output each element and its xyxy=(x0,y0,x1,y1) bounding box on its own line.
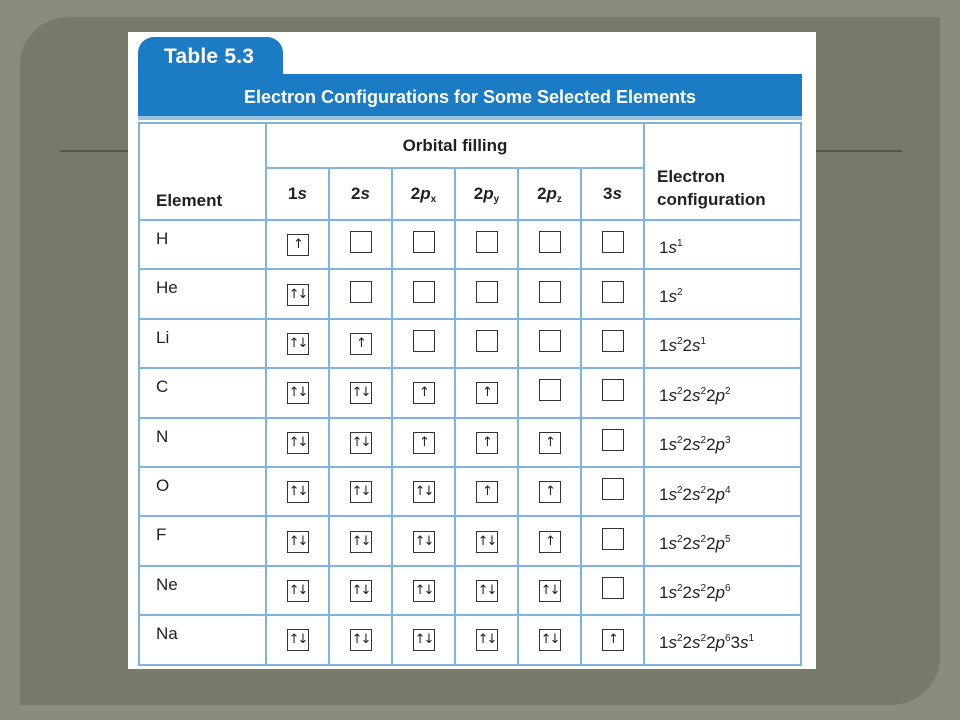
config-electrons: 2 xyxy=(725,385,731,397)
config-subshell: s xyxy=(668,435,677,455)
config-shell: 1 xyxy=(659,632,669,652)
slide-divider-left xyxy=(60,150,128,152)
config-shell: 2 xyxy=(682,583,692,603)
config-shell: 1 xyxy=(659,385,669,405)
orbital-box xyxy=(476,330,498,352)
electron-configuration xyxy=(644,566,801,615)
config-shell: 2 xyxy=(706,583,716,603)
orbital-cell xyxy=(392,368,455,417)
config-electrons: 2 xyxy=(700,484,707,496)
orbital-cell xyxy=(581,368,644,417)
orbital-axis: y xyxy=(493,193,500,205)
orbital-box: ↑↓ xyxy=(413,629,435,651)
config-shell: 2 xyxy=(682,484,692,504)
config-subshell: s xyxy=(668,534,677,554)
orbital-cell xyxy=(329,566,392,615)
orbital-axis: x xyxy=(430,193,437,205)
orbital-cell xyxy=(392,566,455,615)
header-orbital-1 xyxy=(329,168,392,220)
element-symbol: N xyxy=(139,418,266,467)
config-shell: 1 xyxy=(659,287,669,307)
header-orbital-4 xyxy=(518,168,581,220)
orbital-cell xyxy=(329,615,392,664)
config-subshell: s xyxy=(668,287,677,307)
orbital-box: ↑↓ xyxy=(539,629,561,651)
orbital-box xyxy=(602,379,624,401)
config-electrons: 1 xyxy=(700,336,707,348)
config-electrons: 3 xyxy=(725,435,731,447)
orbital-box: ↑ xyxy=(413,382,435,404)
orbital-box: ↑↓ xyxy=(287,531,309,553)
orbital-box xyxy=(476,231,498,253)
orbital-cell xyxy=(266,368,329,417)
orbital-box: ↑↓ xyxy=(350,481,372,503)
config-subshell: s xyxy=(692,336,701,356)
table-row xyxy=(139,566,801,615)
orbital-cell xyxy=(266,615,329,664)
orbital-box: ↑↓ xyxy=(350,531,372,553)
config-electrons: 2 xyxy=(700,632,707,644)
orbital-box xyxy=(602,429,624,451)
config-subshell: s xyxy=(668,484,677,504)
orbital-box: ↑↓ xyxy=(287,432,309,454)
element-symbol: He xyxy=(139,269,266,318)
orbital-cell xyxy=(518,269,581,318)
orbital-letter: p xyxy=(483,183,494,203)
orbital-cell xyxy=(455,418,518,467)
orbital-box: ↑↓ xyxy=(413,580,435,602)
orbital-box: ↑↓ xyxy=(476,531,498,553)
config-subshell: s xyxy=(692,435,701,455)
table-number-tab: Table 5.3 xyxy=(138,37,283,75)
orbital-cell xyxy=(392,615,455,664)
config-electrons: 6 xyxy=(725,632,731,644)
config-subshell: s xyxy=(692,534,701,554)
element-symbol: C xyxy=(139,368,266,417)
electron-configuration xyxy=(644,319,801,368)
orbital-cell xyxy=(581,516,644,565)
orbital-cell xyxy=(329,269,392,318)
orbital-box: ↑↓ xyxy=(287,580,309,602)
orbital-number: 2 xyxy=(537,183,547,203)
header-orbital-5 xyxy=(581,168,644,220)
config-electrons: 1 xyxy=(676,237,683,249)
orbital-cell xyxy=(455,269,518,318)
orbital-box xyxy=(350,281,372,303)
config-subshell: s xyxy=(668,336,677,356)
config-subshell: p xyxy=(715,385,725,405)
config-subshell: p xyxy=(715,534,725,554)
config-electrons: 2 xyxy=(676,287,683,299)
orbital-cell xyxy=(455,467,518,516)
config-electrons: 6 xyxy=(725,583,731,595)
table-row xyxy=(139,418,801,467)
config-subshell: p xyxy=(715,583,725,603)
header-config-line2: configuration xyxy=(657,190,766,209)
orbital-box: ↑↓ xyxy=(287,382,309,404)
orbital-box: ↑ xyxy=(539,531,561,553)
orbital-cell xyxy=(266,220,329,269)
orbital-cell xyxy=(266,467,329,516)
orbital-cell xyxy=(329,319,392,368)
orbital-letter: p xyxy=(546,183,557,203)
config-shell: 1 xyxy=(659,336,669,356)
table-row xyxy=(139,368,801,417)
config-electrons: 2 xyxy=(676,534,683,546)
config-electrons: 2 xyxy=(676,632,683,644)
orbital-number: 2 xyxy=(351,184,361,203)
config-subshell: p xyxy=(715,632,725,652)
config-subshell: p xyxy=(715,435,725,455)
orbital-cell xyxy=(581,269,644,318)
orbital-cell xyxy=(455,319,518,368)
orbital-cell xyxy=(392,467,455,516)
orbital-number: 1 xyxy=(288,184,298,203)
orbital-box xyxy=(602,231,624,253)
orbital-cell xyxy=(392,319,455,368)
orbital-box: ↑↓ xyxy=(476,580,498,602)
orbital-cell xyxy=(518,566,581,615)
orbital-box: ↑↓ xyxy=(350,629,372,651)
table-row xyxy=(139,516,801,565)
orbital-box xyxy=(539,231,561,253)
orbital-box: ↑ xyxy=(287,234,309,256)
orbital-axis: z xyxy=(556,193,562,205)
orbital-box xyxy=(602,528,624,550)
orbital-cell xyxy=(455,566,518,615)
orbital-box: ↑ xyxy=(350,333,372,355)
orbital-cell xyxy=(518,418,581,467)
element-symbol: H xyxy=(139,220,266,269)
orbital-cell xyxy=(581,566,644,615)
orbital-cell xyxy=(392,516,455,565)
electron-configuration xyxy=(644,516,801,565)
orbital-box: ↑ xyxy=(602,629,624,651)
orbital-number: 2 xyxy=(410,183,421,203)
config-shell: 2 xyxy=(706,385,716,405)
orbital-cell xyxy=(266,418,329,467)
orbital-cell xyxy=(329,516,392,565)
orbital-box xyxy=(476,281,498,303)
electron-config-table xyxy=(138,122,802,666)
orbital-cell xyxy=(266,516,329,565)
config-shell: 1 xyxy=(659,583,669,603)
config-shell: 2 xyxy=(682,632,692,652)
config-subshell: s xyxy=(692,632,701,652)
config-subshell: s xyxy=(692,583,701,603)
orbital-box xyxy=(602,281,624,303)
config-subshell: s xyxy=(668,385,677,405)
config-subshell: s xyxy=(668,583,677,603)
orbital-box: ↑ xyxy=(476,481,498,503)
element-symbol: Li xyxy=(139,319,266,368)
config-shell: 2 xyxy=(706,632,716,652)
orbital-box xyxy=(602,330,624,352)
orbital-box: ↑↓ xyxy=(413,481,435,503)
table-row xyxy=(139,615,801,664)
orbital-cell xyxy=(329,418,392,467)
element-symbol: Na xyxy=(139,615,266,664)
config-shell: 2 xyxy=(706,435,716,455)
orbital-box: ↑↓ xyxy=(350,580,372,602)
orbital-box xyxy=(413,281,435,303)
orbital-cell xyxy=(518,368,581,417)
orbital-box: ↑↓ xyxy=(287,481,309,503)
config-electrons: 2 xyxy=(676,336,683,348)
orbital-box xyxy=(539,330,561,352)
slide-divider-right xyxy=(816,150,902,152)
orbital-number: 3 xyxy=(603,184,613,203)
orbital-cell xyxy=(581,615,644,664)
header-element: Element xyxy=(139,123,266,220)
orbital-box: ↑↓ xyxy=(287,629,309,651)
config-shell: 2 xyxy=(706,534,716,554)
orbital-cell xyxy=(392,269,455,318)
config-subshell: s xyxy=(668,632,677,652)
orbital-box: ↑ xyxy=(539,432,561,454)
config-subshell: s xyxy=(692,385,701,405)
config-shell: 2 xyxy=(682,336,692,356)
config-shell: 2 xyxy=(706,484,716,504)
element-symbol: O xyxy=(139,467,266,516)
table-title: Electron Configurations for Some Selected Elements xyxy=(138,74,802,120)
orbital-box: ↑↓ xyxy=(413,531,435,553)
orbital-box: ↑↓ xyxy=(539,580,561,602)
orbital-box: ↑↓ xyxy=(350,382,372,404)
element-symbol: F xyxy=(139,516,266,565)
orbital-letter: s xyxy=(612,184,622,203)
config-shell: 2 xyxy=(682,534,692,554)
orbital-letter: s xyxy=(297,184,307,203)
config-subshell: p xyxy=(715,484,725,504)
config-electrons: 2 xyxy=(700,583,707,595)
orbital-box: ↑ xyxy=(476,432,498,454)
config-electrons: 2 xyxy=(700,534,707,546)
orbital-cell xyxy=(392,220,455,269)
config-subshell: s xyxy=(740,632,749,652)
config-shell: 2 xyxy=(682,385,692,405)
config-shell: 1 xyxy=(659,435,669,455)
orbital-box xyxy=(539,281,561,303)
config-shell: 1 xyxy=(659,237,669,257)
orbital-box xyxy=(350,231,372,253)
orbital-box: ↑↓ xyxy=(287,284,309,306)
orbital-cell xyxy=(518,516,581,565)
config-electrons: 2 xyxy=(676,583,683,595)
table-card xyxy=(128,32,816,669)
element-symbol: Ne xyxy=(139,566,266,615)
config-electrons: 2 xyxy=(676,435,683,447)
orbital-box: ↑ xyxy=(476,382,498,404)
orbital-cell xyxy=(581,220,644,269)
orbital-box xyxy=(602,577,624,599)
electron-configuration xyxy=(644,467,801,516)
orbital-letter: s xyxy=(360,184,370,203)
orbital-cell xyxy=(581,467,644,516)
table-row xyxy=(139,319,801,368)
orbital-letter: p xyxy=(420,183,431,203)
config-shell: 3 xyxy=(730,632,741,652)
config-electrons: 1 xyxy=(748,632,755,644)
header-orbital-3 xyxy=(455,168,518,220)
header-electron-configuration xyxy=(644,123,801,220)
electron-configuration xyxy=(644,220,801,269)
config-electrons: 2 xyxy=(700,385,707,397)
orbital-cell xyxy=(518,319,581,368)
config-electrons: 2 xyxy=(676,385,683,397)
orbital-cell xyxy=(518,615,581,664)
orbital-box: ↑↓ xyxy=(350,432,372,454)
orbital-cell xyxy=(581,418,644,467)
electron-configuration xyxy=(644,269,801,318)
orbital-box: ↑ xyxy=(413,432,435,454)
config-electrons: 2 xyxy=(676,484,683,496)
orbital-cell xyxy=(329,368,392,417)
orbital-cell xyxy=(518,467,581,516)
orbital-box xyxy=(539,379,561,401)
header-orbital-filling: Orbital filling xyxy=(266,123,644,168)
orbital-number: 2 xyxy=(473,183,484,203)
electron-configuration xyxy=(644,615,801,664)
electron-configuration xyxy=(644,368,801,417)
config-electrons: 5 xyxy=(725,534,731,546)
table-row xyxy=(139,269,801,318)
table-row xyxy=(139,467,801,516)
orbital-box: ↑↓ xyxy=(287,333,309,355)
config-electrons: 4 xyxy=(725,484,731,496)
orbital-cell xyxy=(266,269,329,318)
orbital-box xyxy=(602,478,624,500)
config-subshell: s xyxy=(668,237,677,257)
header-orbital-0 xyxy=(266,168,329,220)
electron-configuration xyxy=(644,418,801,467)
orbital-cell xyxy=(455,615,518,664)
config-shell: 2 xyxy=(682,435,692,455)
orbital-cell xyxy=(455,368,518,417)
table-row xyxy=(139,220,801,269)
config-subshell: s xyxy=(692,484,701,504)
orbital-box: ↑ xyxy=(539,481,561,503)
config-shell: 1 xyxy=(659,534,669,554)
header-config-line1: Electron xyxy=(657,167,726,186)
header-orbital-2 xyxy=(392,168,455,220)
orbital-cell xyxy=(581,319,644,368)
table-body xyxy=(139,220,801,665)
orbital-cell xyxy=(266,319,329,368)
orbital-box: ↑↓ xyxy=(476,629,498,651)
orbital-box xyxy=(413,231,435,253)
orbital-cell xyxy=(455,516,518,565)
config-electrons: 2 xyxy=(700,435,707,447)
orbital-box xyxy=(413,330,435,352)
orbital-cell xyxy=(392,418,455,467)
orbital-cell xyxy=(329,220,392,269)
orbital-cell xyxy=(455,220,518,269)
config-shell: 1 xyxy=(659,484,669,504)
orbital-cell xyxy=(266,566,329,615)
orbital-cell xyxy=(518,220,581,269)
orbital-cell xyxy=(329,467,392,516)
